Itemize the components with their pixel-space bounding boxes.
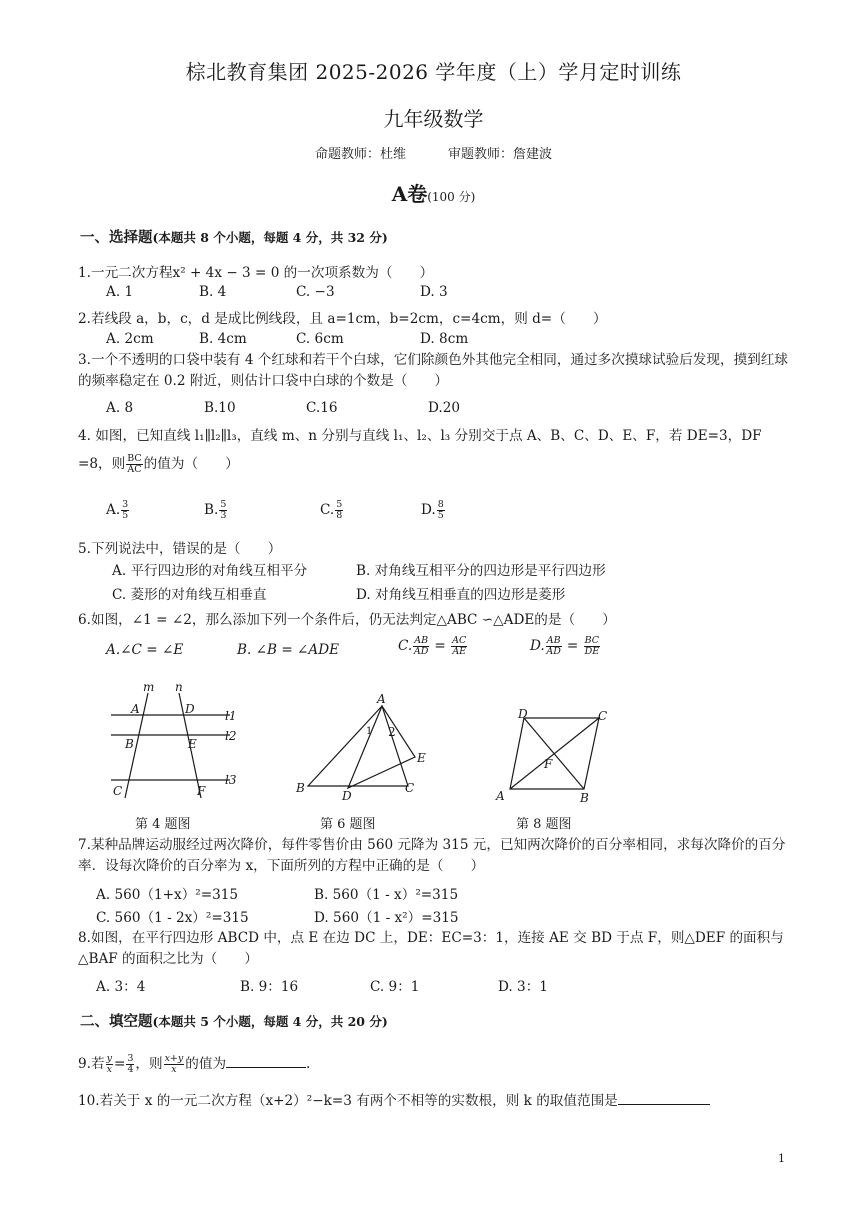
q9-end: . bbox=[306, 1056, 311, 1072]
label-C: C bbox=[405, 781, 415, 795]
frac-num: BC bbox=[584, 635, 600, 646]
option-label: A. bbox=[106, 502, 121, 518]
volume-heading bbox=[0, 178, 867, 207]
label-A: A bbox=[496, 789, 505, 803]
frac-den: DE bbox=[584, 646, 600, 657]
q5-option-d: D. 对角线互相垂直的四边形是菱形 bbox=[356, 587, 566, 603]
label-B: B bbox=[296, 781, 305, 795]
q4-frac-num: BC bbox=[127, 453, 142, 464]
option-label: C. bbox=[398, 638, 413, 654]
frac-num: 8 bbox=[437, 499, 444, 510]
frac-den: x bbox=[106, 1064, 112, 1075]
triangle-ABC bbox=[308, 706, 408, 786]
q4-option-b bbox=[204, 500, 228, 521]
question-7-stem: 7.某种品牌运动服经过两次降价，每件零售价由 560 元降为 315 元，已知两次降价的百分率相同，求每次降价的百分率．设每次降价的百分率为 x，下面所列的方程中正确的是（ ） bbox=[78, 837, 786, 874]
frac-num: AC bbox=[452, 635, 467, 646]
q8-option-c: C. 9：1 bbox=[370, 979, 420, 995]
option-fraction bbox=[451, 636, 467, 657]
frac-num: x+y bbox=[164, 1053, 184, 1064]
label-D: D bbox=[518, 707, 528, 721]
question-6-stem: 6.如图，∠1 = ∠2，那么添加下列一个条件后，仍无法判定△ABC ∽△ADE的是（ ） bbox=[78, 612, 616, 628]
q9-pre: 9.若 bbox=[78, 1056, 105, 1072]
label-C: C bbox=[113, 784, 123, 798]
frac-den: 8 bbox=[336, 510, 343, 521]
q6-option-a: A.∠C = ∠E bbox=[106, 642, 184, 658]
q1-option-b: B. 4 bbox=[199, 284, 227, 300]
equals: = bbox=[566, 638, 579, 654]
section-note: (本题共 5 个小题，每题 4 分，共 20 分) bbox=[152, 1014, 388, 1029]
figure-6-triangles bbox=[290, 690, 440, 805]
reviewer: 审题教师：詹建波 bbox=[448, 147, 553, 162]
angle-2-label: 2 bbox=[388, 725, 396, 739]
frac-den: AE bbox=[452, 646, 467, 657]
label-E: E bbox=[417, 751, 426, 765]
figure-8-caption: 第 8 题图 bbox=[516, 817, 572, 832]
figure-8-parallelogram bbox=[492, 706, 617, 806]
q1-option-d: D. 3 bbox=[420, 284, 448, 300]
q9-frac-xy-x bbox=[164, 1054, 185, 1075]
option-fraction bbox=[584, 636, 600, 657]
option-label: D. bbox=[530, 638, 545, 654]
frac-den: 5 bbox=[437, 510, 444, 521]
q4-frac-den: AC bbox=[127, 464, 142, 475]
q6-option-d bbox=[530, 636, 601, 657]
q7-option-a: A. 560（1+x）²=315 bbox=[96, 887, 239, 903]
q2-option-d: D. 8cm bbox=[420, 331, 469, 347]
label-D: D bbox=[185, 702, 195, 716]
frac-num: 3 bbox=[122, 499, 129, 510]
question-1-stem: 1.一元二次方程x² + 4x − 3 = 0 的一次项系数为（ ） bbox=[78, 265, 434, 281]
frac-den: AD bbox=[546, 646, 561, 657]
q5-option-a: A. 平行四边形的对角线互相平分 bbox=[112, 563, 308, 579]
option-label: B. bbox=[204, 502, 219, 518]
question-10 bbox=[78, 1089, 710, 1109]
option-fraction bbox=[335, 500, 343, 521]
q3-option-b: B.10 bbox=[204, 400, 236, 416]
q4-option-c bbox=[320, 500, 344, 521]
question-9 bbox=[78, 1052, 310, 1075]
q4-option-a bbox=[106, 500, 130, 521]
q10-stem: 10.若关于 x 的一元二次方程（x+2）²−k=3 有两个不相等的实数根，则 k 的取值范围是 bbox=[78, 1093, 618, 1109]
frac-num: 3 bbox=[127, 1053, 134, 1064]
option-fraction bbox=[219, 500, 227, 521]
q1-option-c: C. −3 bbox=[296, 284, 335, 300]
option-fraction bbox=[437, 500, 445, 521]
section-title: 一、选择题 bbox=[80, 229, 153, 246]
equals: = bbox=[434, 638, 446, 654]
q3-option-d: D.20 bbox=[428, 400, 461, 416]
q4-stem-pre: =8，则 bbox=[78, 456, 126, 472]
question-4-stem-line2 bbox=[78, 452, 239, 475]
frac-den: x bbox=[171, 1064, 177, 1075]
option-fraction bbox=[121, 500, 129, 521]
q3-option-a: A. 8 bbox=[106, 400, 134, 416]
frac-den: AD bbox=[413, 646, 429, 657]
frac-den: 3 bbox=[220, 510, 227, 521]
question-3-stem: 3.一个不透明的口袋中装有 4 个红球和若干个白球，它们除颜色外其他完全相同，通过多次摸球试验后发现，摸到红球的频率稳定在 0.2 附近，则估计口袋中白球的个数是（ ） bbox=[78, 352, 788, 389]
label-F: F bbox=[544, 757, 553, 771]
q6-option-b: B. ∠B = ∠ADE bbox=[237, 642, 340, 658]
equals: = bbox=[113, 1056, 126, 1072]
q2-option-c: C. 6cm bbox=[296, 331, 344, 347]
q10-answer-blank[interactable] bbox=[618, 1092, 710, 1105]
option-label: D. bbox=[421, 502, 436, 518]
label-E: E bbox=[188, 737, 197, 751]
option-fraction bbox=[413, 636, 429, 657]
q9-frac-3-4 bbox=[126, 1054, 134, 1075]
label-l2: l2 bbox=[225, 729, 237, 743]
q8-option-b: B. 9：16 bbox=[240, 979, 299, 995]
option-fraction bbox=[546, 636, 562, 657]
q5-option-b: B. 对角线互相平分的四边形是平行四边形 bbox=[356, 563, 606, 579]
page-number: 1 bbox=[778, 1152, 785, 1165]
q9-answer-blank[interactable] bbox=[226, 1055, 306, 1068]
exam-title: 棕北教育集团 2025-2026 学年度（上）学月定时训练 bbox=[185, 60, 682, 84]
label-D: D bbox=[342, 789, 352, 803]
label-B: B bbox=[580, 791, 589, 805]
question-8-stem: 8.如图，在平行四边形 ABCD 中，点 E 在边 DC 上，DE：EC=3：1，连接 AE 交 BD 于点 F，则△DEF 的面积与△BAF 的面积之比为（ ） bbox=[78, 930, 784, 967]
q1-option-a: A. 1 bbox=[106, 284, 134, 300]
question-2-stem: 2.若线段 a，b，c，d 是成比例线段，且 a=1cm，b=2cm，c=4cm，则 d=（ ） bbox=[78, 311, 607, 327]
label-B: B bbox=[125, 737, 134, 751]
section-fill-heading bbox=[80, 1010, 388, 1031]
label-C: C bbox=[598, 709, 608, 723]
exam-subtitle: 九年级数学 bbox=[383, 107, 484, 131]
frac-den: 4 bbox=[127, 1064, 134, 1075]
section-note: (本题共 8 个小题，每题 4 分，共 32 分) bbox=[152, 230, 388, 245]
figure-4-caption: 第 4 题图 bbox=[135, 817, 191, 832]
figure-4-parallel-lines bbox=[105, 678, 245, 808]
figure-6-caption: 第 6 题图 bbox=[320, 817, 376, 832]
q6-option-c bbox=[398, 636, 468, 657]
volume-score: (100 分) bbox=[427, 190, 476, 204]
label-F: F bbox=[197, 784, 206, 798]
q5-option-c: C. 菱形的对角线互相垂直 bbox=[112, 587, 267, 603]
q7-option-d: D. 560（1 - x²）=315 bbox=[314, 910, 459, 926]
setter: 命题教师：杜维 bbox=[314, 147, 406, 162]
q9-frac-y-x bbox=[106, 1054, 113, 1075]
q7-option-b: B. 560（1 - x）²=315 bbox=[314, 887, 459, 903]
q4-stem-post: 的值为（ ） bbox=[143, 456, 239, 472]
q3-option-c: C.16 bbox=[306, 400, 338, 416]
label-A: A bbox=[377, 692, 386, 706]
frac-num: y bbox=[106, 1053, 112, 1064]
question-4-stem-line1: 4. 如图，已知直线 l₁∥l₂∥l₃，直线 m、n 分别与直线 l₁、l₂、l₃ 分别交于点 A、B、C、D、E、F，若 DE=3，DF bbox=[78, 428, 762, 444]
label-l3: l3 bbox=[225, 773, 237, 787]
q2-option-b: B. 4cm bbox=[199, 331, 247, 347]
q9-mid: ，则 bbox=[135, 1056, 163, 1072]
frac-num: 5 bbox=[336, 499, 343, 510]
q9-post: 的值为 bbox=[185, 1056, 227, 1072]
frac-num: AB bbox=[546, 635, 561, 646]
question-5-stem: 5.下列说法中，错误的是（ ） bbox=[78, 541, 282, 557]
q8-option-d: D. 3：1 bbox=[498, 979, 548, 995]
q4-option-d bbox=[421, 500, 446, 521]
frac-num: 5 bbox=[220, 499, 227, 510]
frac-den: 5 bbox=[122, 510, 129, 521]
option-label: C. bbox=[320, 502, 335, 518]
label-n: n bbox=[175, 680, 183, 694]
q4-fraction bbox=[126, 454, 142, 475]
volume-label: A卷 bbox=[391, 182, 428, 206]
authors-line bbox=[0, 143, 867, 162]
label-l1: l1 bbox=[225, 709, 237, 723]
label-A: A bbox=[131, 702, 140, 716]
q8-option-a: A. 3：4 bbox=[96, 979, 146, 995]
section-choice-heading bbox=[80, 226, 388, 247]
label-m: m bbox=[143, 680, 155, 694]
frac-num: AB bbox=[414, 635, 429, 646]
angle-1-label: 1 bbox=[366, 726, 373, 737]
section-title: 二、填空题 bbox=[80, 1013, 153, 1030]
q7-option-c: C. 560（1 - 2x）²=315 bbox=[96, 910, 249, 926]
q2-option-a: A. 2cm bbox=[106, 331, 154, 347]
